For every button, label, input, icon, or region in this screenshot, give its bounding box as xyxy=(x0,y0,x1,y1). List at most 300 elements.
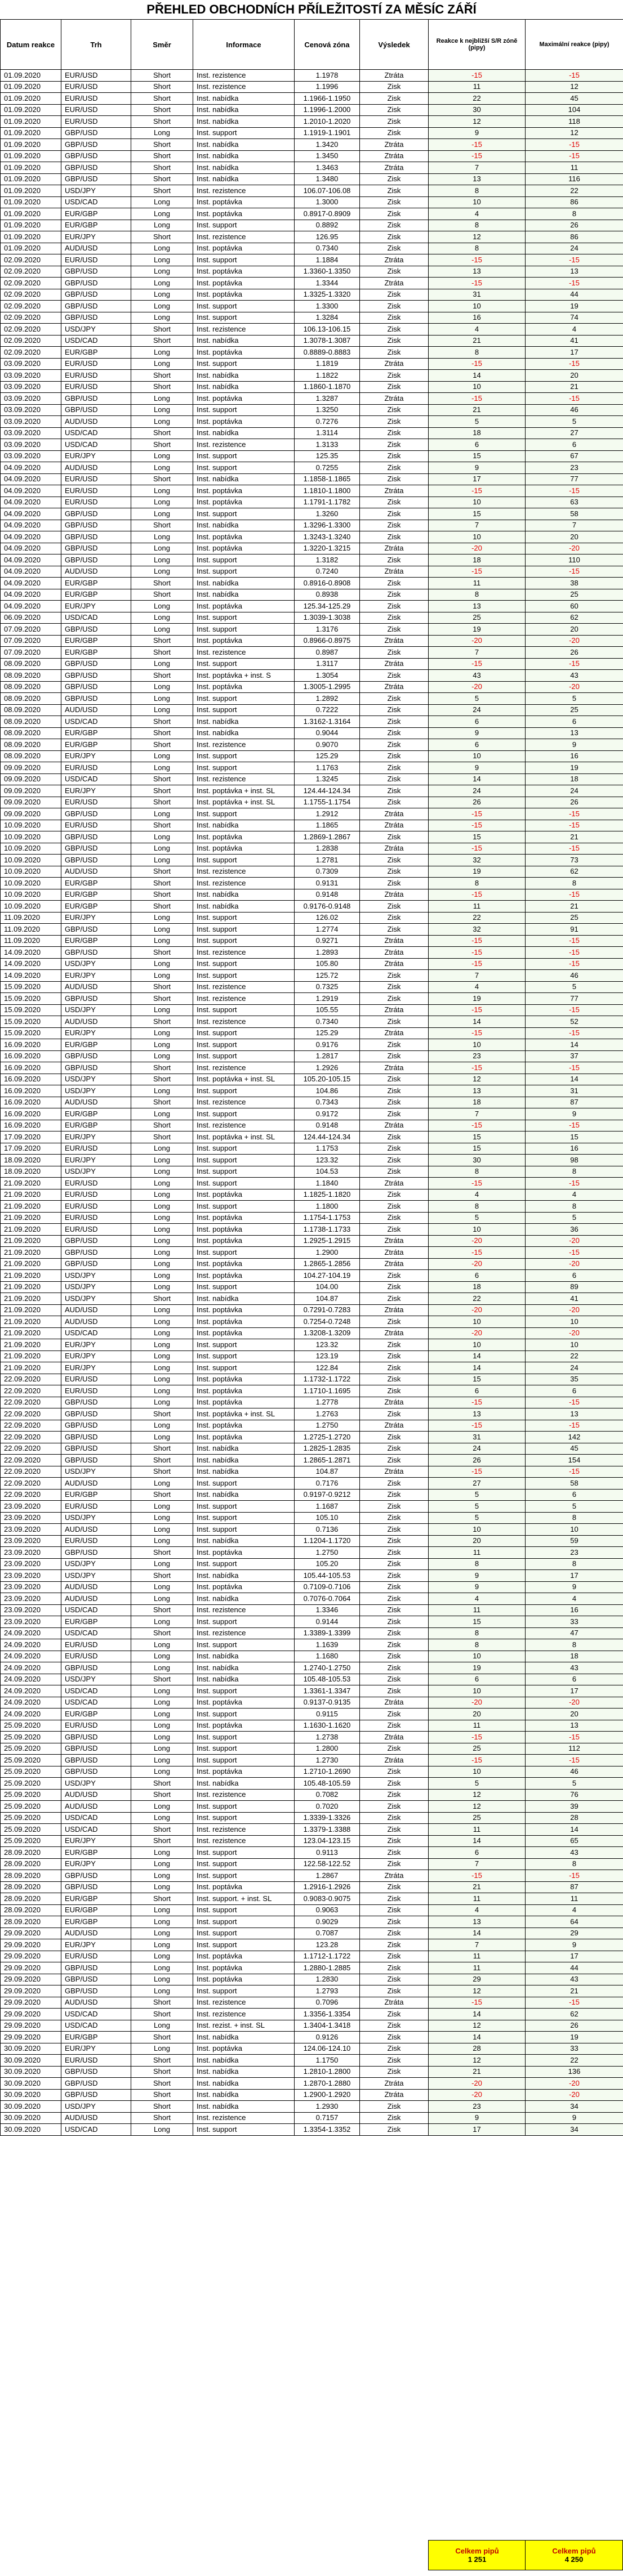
cell-reaction-sr: -15 xyxy=(429,254,526,266)
cell-date: 01.09.2020 xyxy=(1,220,61,231)
cell-date: 11.09.2020 xyxy=(1,912,61,924)
cell-market: AUD/USD xyxy=(61,416,131,428)
cell-reaction-max: 23 xyxy=(526,462,623,474)
cell-market: GBP/USD xyxy=(61,554,131,566)
cell-zone: 1.3220-1.3215 xyxy=(295,543,360,554)
cell-market: GBP/USD xyxy=(61,1870,131,1882)
cell-reaction-max: 112 xyxy=(526,1743,623,1755)
table-row xyxy=(1,2124,623,2136)
cell-reaction-sr: 18 xyxy=(429,1281,526,1293)
cell-direction: Short xyxy=(131,2078,193,2090)
cell-result: Zisk xyxy=(360,924,429,936)
cell-reaction-max: 21 xyxy=(526,831,623,843)
cell-market: EUR/JPY xyxy=(61,231,131,243)
cell-direction: Long xyxy=(131,1143,193,1155)
cell-zone: 1.3054 xyxy=(295,670,360,682)
cell-zone: 0.8917-0.8909 xyxy=(295,208,360,220)
cell-info: Inst. nabídka xyxy=(193,2066,295,2078)
cell-reaction-max: -20 xyxy=(526,1235,623,1247)
cell-reaction-max: 21 xyxy=(526,381,623,393)
cell-market: AUD/USD xyxy=(61,1801,131,1813)
cell-info: Inst. poptávka xyxy=(193,1420,295,1432)
cell-reaction-max: 19 xyxy=(526,762,623,774)
cell-result: Zisk xyxy=(360,1627,429,1639)
cell-info: Inst. support xyxy=(193,1847,295,1859)
cell-result: Zisk xyxy=(360,1639,429,1651)
cell-info: Inst. rezistence xyxy=(193,2112,295,2124)
total-label: Celkem pipů xyxy=(455,2547,499,2555)
cell-zone: 0.7096 xyxy=(295,1997,360,2009)
cell-date: 16.09.2020 xyxy=(1,1108,61,1120)
table-row xyxy=(1,935,623,947)
table-row xyxy=(1,381,623,393)
cell-date: 23.09.2020 xyxy=(1,1604,61,1616)
cell-result: Zisk xyxy=(360,1743,429,1755)
cell-market: USD/JPY xyxy=(61,1293,131,1305)
cell-info: Inst. poptávka xyxy=(193,1397,295,1408)
cell-result: Zisk xyxy=(360,116,429,128)
cell-reaction-sr: 15 xyxy=(429,1616,526,1628)
cell-reaction-sr: 12 xyxy=(429,1074,526,1085)
cell-zone: 1.2740-1.2750 xyxy=(295,1662,360,1674)
cell-info: Inst. poptávka + inst. SL xyxy=(193,1074,295,1085)
cell-date: 15.09.2020 xyxy=(1,1027,61,1039)
cell-info: Inst. poptávka xyxy=(193,1374,295,1385)
table-row xyxy=(1,81,623,93)
table-row xyxy=(1,1789,623,1801)
cell-direction: Long xyxy=(131,1432,193,1443)
cell-info: Inst. nabídka xyxy=(193,1570,295,1582)
cell-market: USD/CAD xyxy=(61,427,131,439)
cell-result: Zisk xyxy=(360,866,429,878)
cell-reaction-max: 43 xyxy=(526,1662,623,1674)
cell-direction: Short xyxy=(131,901,193,913)
cell-date: 10.09.2020 xyxy=(1,901,61,913)
cell-info: Inst. rezistence xyxy=(193,981,295,993)
cell-result: Zisk xyxy=(360,612,429,624)
cell-result: Zisk xyxy=(360,1801,429,1813)
cell-zone: 1.3000 xyxy=(295,196,360,208)
cell-direction: Long xyxy=(131,1801,193,1813)
cell-reaction-max: 8 xyxy=(526,1639,623,1651)
cell-market: GBP/USD xyxy=(61,1062,131,1074)
cell-reaction-sr: -15 xyxy=(429,1397,526,1408)
cell-zone: 106.13-106.15 xyxy=(295,324,360,336)
cell-direction: Short xyxy=(131,1097,193,1108)
cell-reaction-max: -20 xyxy=(526,2078,623,2090)
cell-reaction-max: 14 xyxy=(526,1039,623,1051)
cell-direction: Long xyxy=(131,1812,193,1824)
cell-result: Zisk xyxy=(360,1881,429,1893)
cell-reaction-sr: 8 xyxy=(429,878,526,889)
cell-date: 22.09.2020 xyxy=(1,1420,61,1432)
cell-info: Inst. support xyxy=(193,554,295,566)
cell-result: Ztráta xyxy=(360,1870,429,1882)
cell-direction: Long xyxy=(131,1050,193,1062)
cell-result: Zisk xyxy=(360,1685,429,1697)
cell-direction: Short xyxy=(131,473,193,485)
table-row xyxy=(1,508,623,520)
cell-info: Inst. poptávka xyxy=(193,531,295,543)
cell-market: EUR/USD xyxy=(61,81,131,93)
cell-direction: Short xyxy=(131,889,193,901)
cell-direction: Short xyxy=(131,1132,193,1143)
cell-info: Inst. support xyxy=(193,624,295,636)
cell-direction: Short xyxy=(131,797,193,808)
table-row xyxy=(1,993,623,1005)
cell-reaction-sr: 8 xyxy=(429,1166,526,1178)
cell-reaction-max: 19 xyxy=(526,301,623,312)
cell-reaction-sr: 9 xyxy=(429,2112,526,2124)
table-row xyxy=(1,150,623,162)
cell-zone: 0.8916-0.8908 xyxy=(295,578,360,589)
cell-info: Inst. nabídka xyxy=(193,727,295,739)
cell-info: Inst. support xyxy=(193,935,295,947)
table-row xyxy=(1,1927,623,1939)
cell-market: EUR/JPY xyxy=(61,785,131,797)
cell-market: EUR/JPY xyxy=(61,2043,131,2055)
cell-result: Zisk xyxy=(360,1547,429,1559)
cell-result: Zisk xyxy=(360,1374,429,1385)
table-row xyxy=(1,1143,623,1155)
cell-zone: 1.1884 xyxy=(295,254,360,266)
table-row xyxy=(1,1362,623,1374)
cell-date: 22.09.2020 xyxy=(1,1374,61,1385)
cell-reaction-max: 15 xyxy=(526,1132,623,1143)
cell-zone: 1.1639 xyxy=(295,1639,360,1651)
cell-market: GBP/USD xyxy=(61,139,131,151)
table-row xyxy=(1,335,623,347)
cell-info: Inst. support xyxy=(193,1870,295,1882)
cell-market: EUR/GBP xyxy=(61,2032,131,2043)
cell-reaction-sr: -20 xyxy=(429,1327,526,1339)
cell-date: 21.09.2020 xyxy=(1,1224,61,1236)
cell-reaction-max: 26 xyxy=(526,220,623,231)
table-row xyxy=(1,578,623,589)
cell-reaction-max: 34 xyxy=(526,2124,623,2136)
cell-zone: 123.32 xyxy=(295,1339,360,1351)
cell-reaction-sr: -15 xyxy=(429,150,526,162)
cell-direction: Short xyxy=(131,2112,193,2124)
cell-reaction-sr: 12 xyxy=(429,231,526,243)
cell-result: Ztráta xyxy=(360,358,429,370)
cell-direction: Long xyxy=(131,1916,193,1928)
cell-date: 25.09.2020 xyxy=(1,1720,61,1732)
cell-reaction-sr: 22 xyxy=(429,912,526,924)
cell-zone: 1.1840 xyxy=(295,1178,360,1189)
cell-info: Inst. support xyxy=(193,462,295,474)
table-row xyxy=(1,1743,623,1755)
cell-reaction-sr: 5 xyxy=(429,1501,526,1513)
cell-date: 10.09.2020 xyxy=(1,831,61,843)
cell-reaction-max: -15 xyxy=(526,70,623,82)
cell-info: Inst. poptávka + inst. SL xyxy=(193,785,295,797)
cell-info: Inst. rezistence xyxy=(193,993,295,1005)
table-row xyxy=(1,1766,623,1778)
cell-market: GBP/USD xyxy=(61,1732,131,1743)
cell-direction: Short xyxy=(131,670,193,682)
cell-date: 25.09.2020 xyxy=(1,1835,61,1847)
cell-direction: Long xyxy=(131,2043,193,2055)
cell-info: Inst. poptávka xyxy=(193,196,295,208)
cell-date: 01.09.2020 xyxy=(1,70,61,82)
cell-date: 07.09.2020 xyxy=(1,635,61,647)
cell-info: Inst. support xyxy=(193,1709,295,1720)
cell-zone: 124.44-124.34 xyxy=(295,785,360,797)
cell-reaction-sr: 10 xyxy=(429,1524,526,1536)
cell-direction: Short xyxy=(131,93,193,105)
cell-direction: Short xyxy=(131,1824,193,1836)
cell-market: GBP/USD xyxy=(61,1985,131,1997)
cell-reaction-sr: 19 xyxy=(429,624,526,636)
cell-date: 25.09.2020 xyxy=(1,1801,61,1813)
cell-info: Inst. support xyxy=(193,1616,295,1628)
table-row xyxy=(1,1455,623,1466)
cell-date: 14.09.2020 xyxy=(1,970,61,982)
cell-direction: Long xyxy=(131,301,193,312)
cell-direction: Short xyxy=(131,1293,193,1305)
cell-date: 30.09.2020 xyxy=(1,2101,61,2113)
cell-date: 14.09.2020 xyxy=(1,947,61,959)
cell-info: Inst. poptávka + inst. S xyxy=(193,670,295,682)
table-row xyxy=(1,450,623,462)
cell-date: 16.09.2020 xyxy=(1,1050,61,1062)
cell-info: Inst. support xyxy=(193,508,295,520)
cell-reaction-sr: 9 xyxy=(429,127,526,139)
cell-info: Inst. poptávka xyxy=(193,278,295,289)
cell-direction: Short xyxy=(131,1547,193,1559)
cell-reaction-sr: 21 xyxy=(429,404,526,416)
cell-zone: 105.80 xyxy=(295,958,360,970)
cell-market: USD/CAD xyxy=(61,1812,131,1824)
cell-direction: Long xyxy=(131,1755,193,1766)
cell-result: Zisk xyxy=(360,1293,429,1305)
cell-reaction-max: 87 xyxy=(526,1881,623,1893)
cell-reaction-sr: 7 xyxy=(429,1858,526,1870)
cell-info: Inst. support xyxy=(193,1201,295,1213)
cell-reaction-max: 13 xyxy=(526,1408,623,1420)
cell-info: Inst. rezistence xyxy=(193,231,295,243)
cell-zone: 1.1753 xyxy=(295,1143,360,1155)
cell-result: Zisk xyxy=(360,1904,429,1916)
cell-result: Zisk xyxy=(360,1581,429,1593)
cell-direction: Long xyxy=(131,1951,193,1962)
cell-reaction-sr: 11 xyxy=(429,1824,526,1836)
cell-direction: Long xyxy=(131,1478,193,1490)
cell-reaction-sr: -20 xyxy=(429,543,526,554)
cell-direction: Long xyxy=(131,1108,193,1120)
cell-reaction-max: 87 xyxy=(526,1097,623,1108)
cell-market: USD/JPY xyxy=(61,1674,131,1685)
cell-reaction-max: 89 xyxy=(526,1281,623,1293)
cell-market: USD/CAD xyxy=(61,773,131,785)
table-row xyxy=(1,1881,623,1893)
cell-result: Zisk xyxy=(360,1789,429,1801)
cell-info: Inst. support xyxy=(193,127,295,139)
cell-reaction-max: 43 xyxy=(526,670,623,682)
cell-info: Inst. rezist. + inst. SL xyxy=(193,2020,295,2032)
cell-zone: 105.55 xyxy=(295,1004,360,1016)
cell-date: 25.09.2020 xyxy=(1,1743,61,1755)
cell-result: Zisk xyxy=(360,335,429,347)
cell-reaction-sr: 8 xyxy=(429,1639,526,1651)
cell-reaction-max: 21 xyxy=(526,901,623,913)
cell-reaction-max: 8 xyxy=(526,1166,623,1178)
table-row xyxy=(1,1558,623,1570)
cell-zone: 126.95 xyxy=(295,231,360,243)
cell-direction: Short xyxy=(131,993,193,1005)
cell-info: Inst. poptávka xyxy=(193,1258,295,1270)
cell-market: AUD/USD xyxy=(61,1478,131,1490)
cell-direction: Long xyxy=(131,1385,193,1397)
cell-result: Zisk xyxy=(360,427,429,439)
cell-date: 07.09.2020 xyxy=(1,647,61,659)
cell-market: GBP/USD xyxy=(61,947,131,959)
cell-reaction-sr: -20 xyxy=(429,635,526,647)
table-row xyxy=(1,497,623,508)
cell-result: Zisk xyxy=(360,473,429,485)
cell-result: Zisk xyxy=(360,1985,429,1997)
cell-reaction-sr: 15 xyxy=(429,450,526,462)
cell-reaction-sr: -15 xyxy=(429,485,526,497)
cell-result: Ztráta xyxy=(360,1120,429,1132)
cell-direction: Short xyxy=(131,2101,193,2113)
cell-result: Ztráta xyxy=(360,566,429,578)
cell-market: GBP/USD xyxy=(61,531,131,543)
cell-info: Inst. rezistence xyxy=(193,70,295,82)
cell-zone: 1.2870-1.2880 xyxy=(295,2078,360,2090)
cell-market: GBP/USD xyxy=(61,1547,131,1559)
cell-reaction-max: 65 xyxy=(526,1835,623,1847)
cell-date: 08.09.2020 xyxy=(1,693,61,705)
cell-date: 08.09.2020 xyxy=(1,739,61,751)
cell-date: 04.09.2020 xyxy=(1,497,61,508)
cell-zone: 1.3379-1.3388 xyxy=(295,1824,360,1836)
cell-zone: 125.72 xyxy=(295,970,360,982)
cell-date: 23.09.2020 xyxy=(1,1616,61,1628)
cell-direction: Long xyxy=(131,566,193,578)
cell-reaction-max: 11 xyxy=(526,162,623,174)
table-row xyxy=(1,1651,623,1662)
cell-reaction-max: 4 xyxy=(526,1593,623,1605)
cell-market: GBP/USD xyxy=(61,1755,131,1766)
cell-market: USD/JPY xyxy=(61,1570,131,1582)
cell-direction: Short xyxy=(131,1074,193,1085)
cell-reaction-max: 24 xyxy=(526,1362,623,1374)
cell-reaction-sr: 31 xyxy=(429,289,526,301)
cell-reaction-max: 9 xyxy=(526,1939,623,1951)
cell-result: Zisk xyxy=(360,739,429,751)
cell-date: 22.09.2020 xyxy=(1,1397,61,1408)
total-reaction-max xyxy=(525,2540,623,2570)
table-row xyxy=(1,243,623,254)
cell-market: USD/JPY xyxy=(61,1270,131,1282)
cell-result: Ztráta xyxy=(360,485,429,497)
cell-reaction-max: 9 xyxy=(526,1581,623,1593)
cell-reaction-sr: 6 xyxy=(429,1270,526,1282)
cell-market: AUD/USD xyxy=(61,1593,131,1605)
cell-info: Inst. nabídka xyxy=(193,716,295,728)
cell-result: Zisk xyxy=(360,220,429,231)
cell-info: Inst. rezistence xyxy=(193,439,295,451)
cell-zone: 1.1680 xyxy=(295,1651,360,1662)
cell-market: AUD/USD xyxy=(61,1524,131,1536)
cell-zone: 1.1996-1.2000 xyxy=(295,104,360,116)
cell-reaction-max: -15 xyxy=(526,139,623,151)
cell-result: Zisk xyxy=(360,912,429,924)
cell-market: GBP/USD xyxy=(61,173,131,185)
cell-reaction-max: 5 xyxy=(526,693,623,705)
table-row xyxy=(1,716,623,728)
cell-direction: Short xyxy=(131,1674,193,1685)
cell-zone: 1.3114 xyxy=(295,427,360,439)
cell-zone: 0.9137-0.9135 xyxy=(295,1697,360,1709)
cell-market: EUR/USD xyxy=(61,93,131,105)
cell-result: Zisk xyxy=(360,750,429,762)
cell-result: Zisk xyxy=(360,970,429,982)
cell-direction: Short xyxy=(131,1062,193,1074)
table-row xyxy=(1,947,623,959)
table-row xyxy=(1,1201,623,1213)
cell-info: Inst. rezistence xyxy=(193,1120,295,1132)
cell-zone: 1.2925-1.2915 xyxy=(295,1235,360,1247)
cell-reaction-sr: 9 xyxy=(429,762,526,774)
cell-zone: 1.2010-1.2020 xyxy=(295,116,360,128)
cell-zone: 1.1204-1.1720 xyxy=(295,1535,360,1547)
cell-zone: 0.8987 xyxy=(295,647,360,659)
cell-reaction-sr: -15 xyxy=(429,820,526,831)
table-row xyxy=(1,2032,623,2043)
cell-market: USD/JPY xyxy=(61,1085,131,1097)
cell-zone: 1.1858-1.1865 xyxy=(295,473,360,485)
cell-info: Inst. poptávka xyxy=(193,1316,295,1328)
cell-reaction-max: 104 xyxy=(526,104,623,116)
cell-info: Inst. support xyxy=(193,2124,295,2136)
cell-market: USD/CAD xyxy=(61,612,131,624)
table-row xyxy=(1,1074,623,1085)
cell-result: Zisk xyxy=(360,1558,429,1570)
cell-reaction-max: 142 xyxy=(526,1432,623,1443)
cell-date: 04.09.2020 xyxy=(1,601,61,612)
cell-result: Zisk xyxy=(360,1709,429,1720)
cell-zone: 0.8892 xyxy=(295,220,360,231)
cell-reaction-max: 17 xyxy=(526,1570,623,1582)
cell-zone: 1.3404-1.3418 xyxy=(295,2020,360,2032)
cell-market: EUR/USD xyxy=(61,2055,131,2067)
cell-market: AUD/USD xyxy=(61,1581,131,1593)
cell-reaction-max: -15 xyxy=(526,1397,623,1408)
cell-direction: Long xyxy=(131,220,193,231)
cell-date: 10.09.2020 xyxy=(1,855,61,866)
cell-result: Ztráta xyxy=(360,935,429,947)
cell-reaction-max: 37 xyxy=(526,1050,623,1062)
cell-market: GBP/USD xyxy=(61,1408,131,1420)
cell-zone: 1.1822 xyxy=(295,370,360,382)
cell-reaction-sr: 4 xyxy=(429,324,526,336)
cell-info: Inst. support xyxy=(193,970,295,982)
cell-reaction-max: 116 xyxy=(526,173,623,185)
cell-reaction-max: 9 xyxy=(526,739,623,751)
cell-result: Ztráta xyxy=(360,1420,429,1432)
cell-info: Inst. poptávka xyxy=(193,1697,295,1709)
cell-info: Inst. support xyxy=(193,1939,295,1951)
col-info: Informace xyxy=(193,20,295,70)
cell-zone: 126.02 xyxy=(295,912,360,924)
cell-zone: 105.48-105.59 xyxy=(295,1778,360,1790)
cell-reaction-max: 64 xyxy=(526,1916,623,1928)
cell-result: Zisk xyxy=(360,1524,429,1536)
cell-direction: Short xyxy=(131,2066,193,2078)
